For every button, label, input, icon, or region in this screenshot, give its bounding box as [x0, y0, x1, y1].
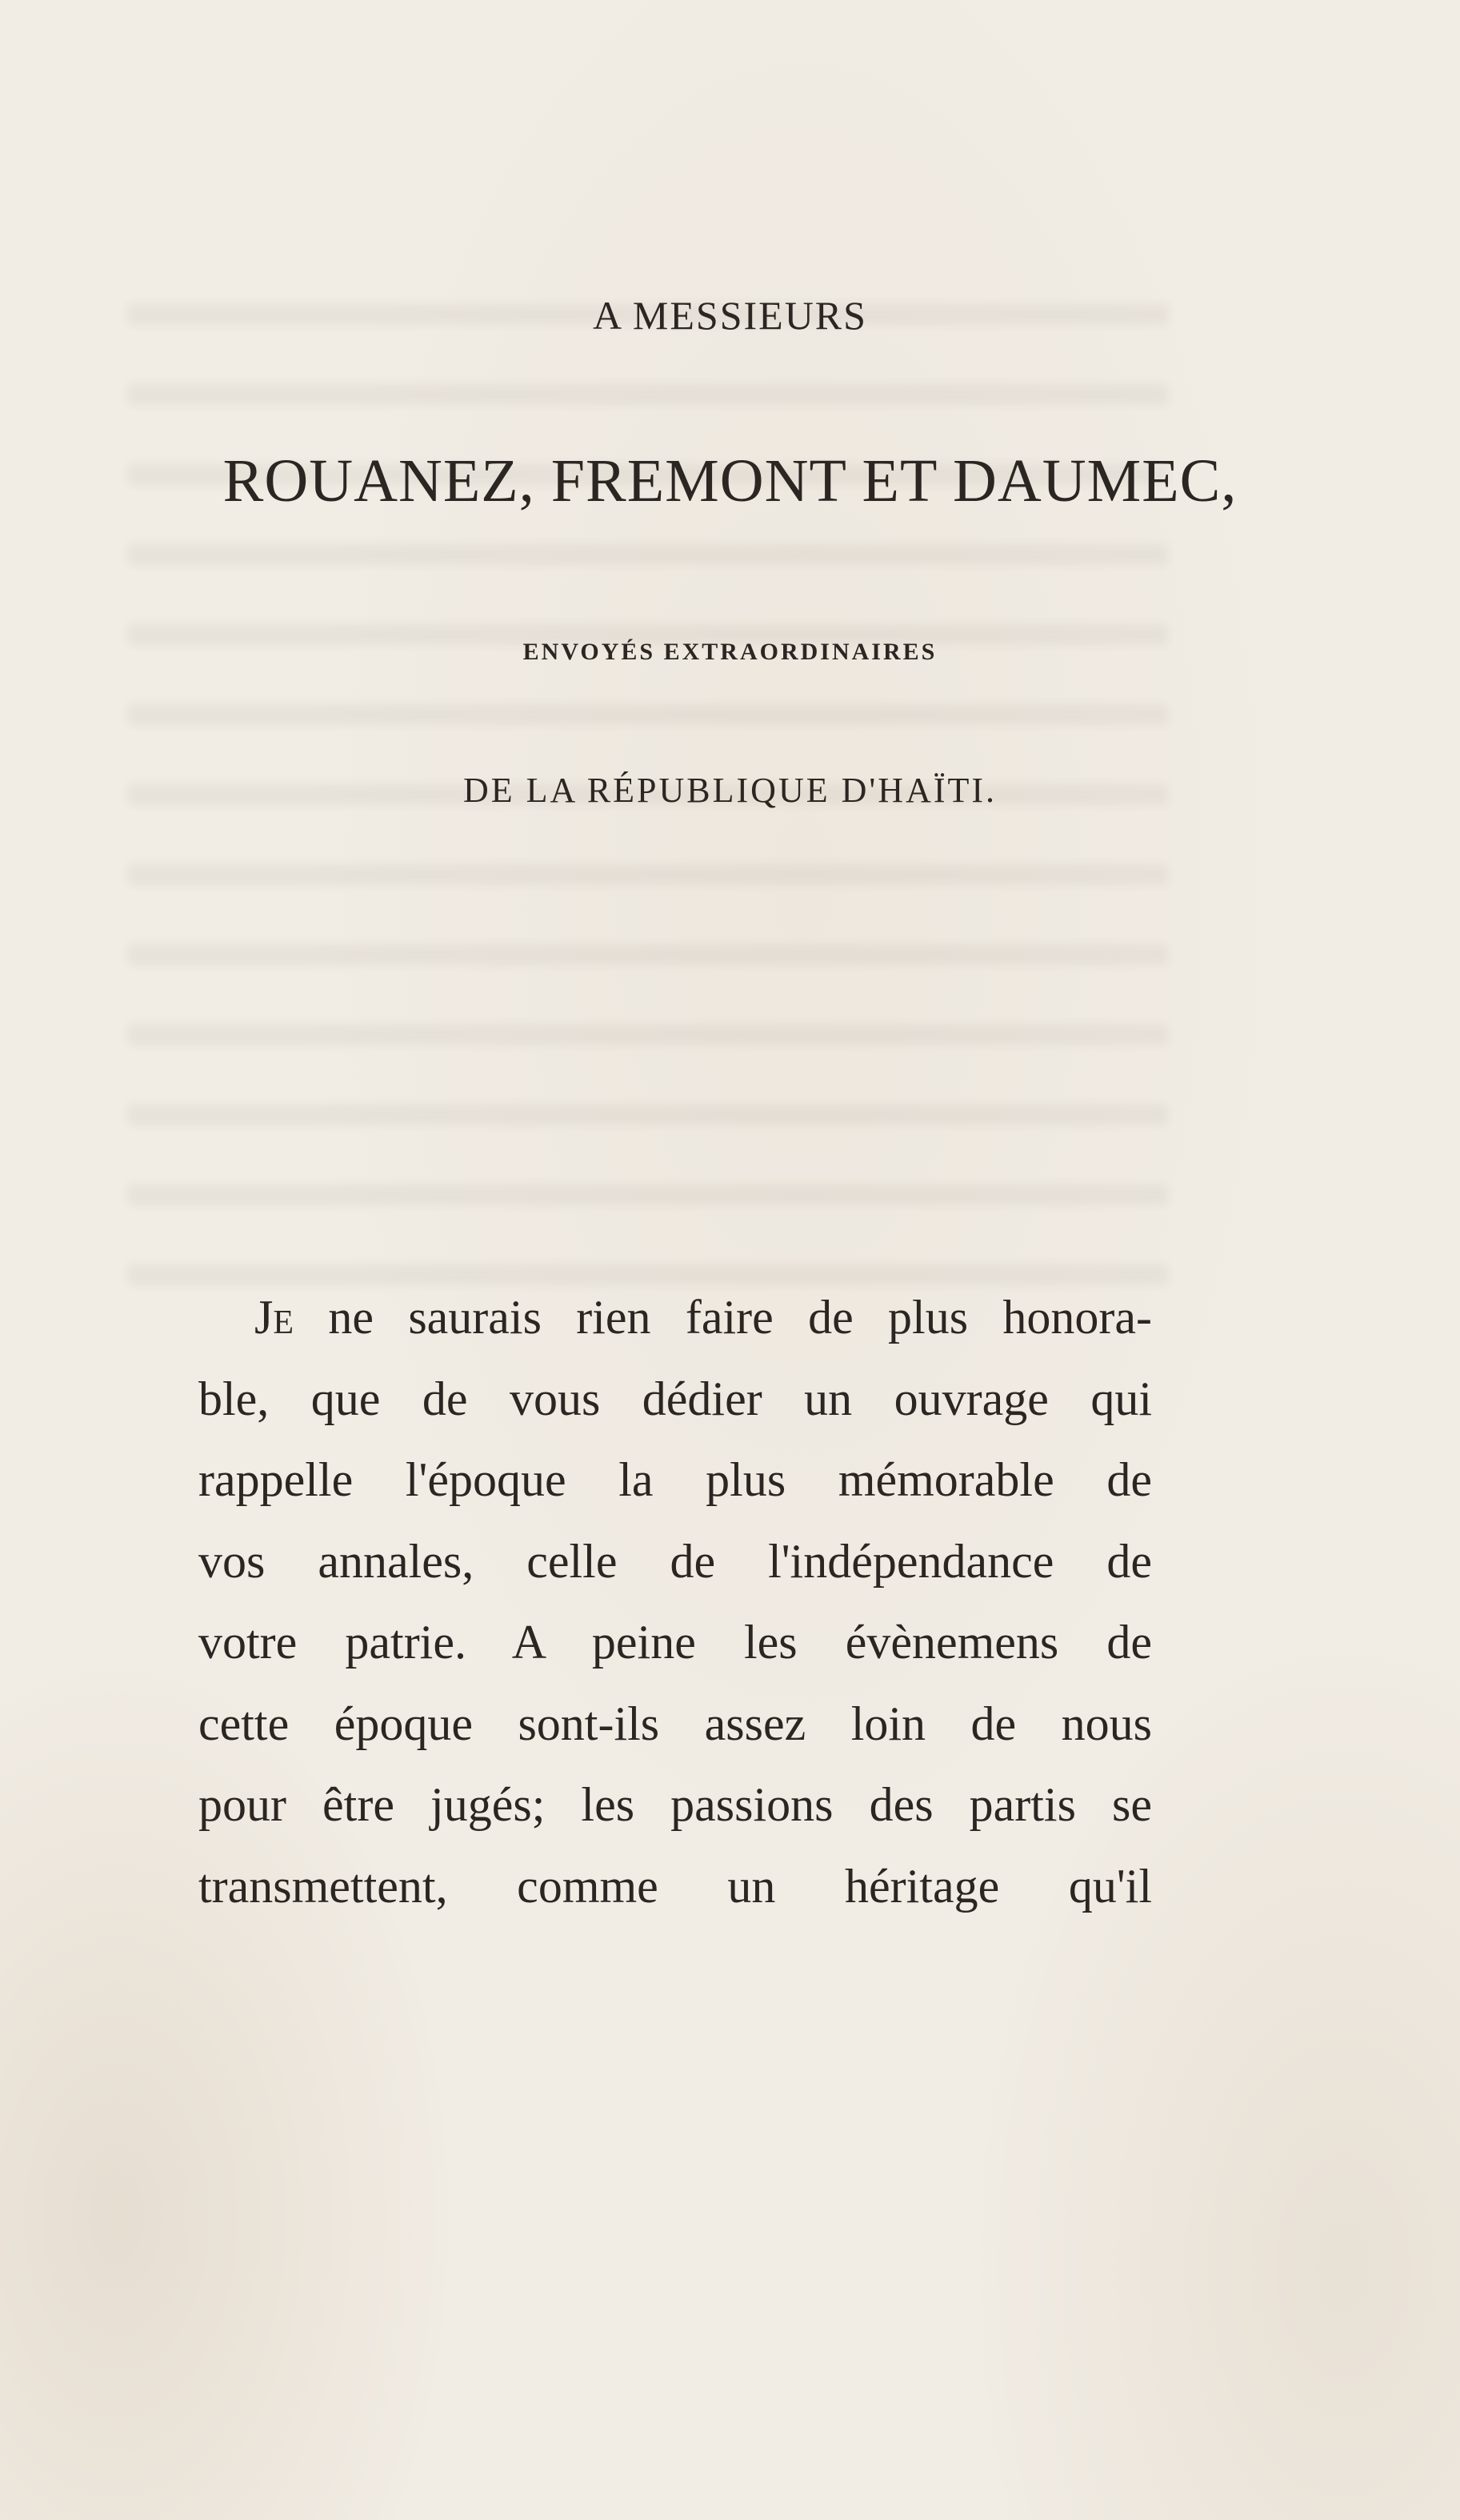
- dedication-body: [198, 1277, 1152, 1927]
- dedicatee-names: ROUANEZ, FREMONT ET DAUMEC,: [222, 447, 1238, 515]
- body-first-word: Je: [254, 1291, 294, 1344]
- republic-line: DE LA RÉPUBLIQUE D'HAÏTI.: [462, 771, 998, 810]
- body-line: pour être jugés; les passions des partis se: [198, 1778, 1152, 1831]
- body-line: vos annales, celle de l'indépendance de: [198, 1534, 1152, 1588]
- body-line: transmettent, comme un héritage qu'il: [198, 1859, 1152, 1913]
- dedication-heading: A MESSIEURS: [593, 293, 867, 338]
- body-line: votre patrie. A peine les évènemens de: [198, 1616, 1152, 1669]
- body-line: rappelle l'époque la plus mémorable de: [198, 1453, 1152, 1506]
- body-line: cette époque sont-ils assez loin de nous: [198, 1697, 1152, 1750]
- envoy-title: ENVOYÉS EXTRAORDINAIRES: [522, 639, 938, 665]
- body-line: Je ne saurais rien faire de plus honora-: [254, 1291, 1152, 1344]
- body-line: ble, que de vous dédier un ouvrage qui: [198, 1372, 1152, 1425]
